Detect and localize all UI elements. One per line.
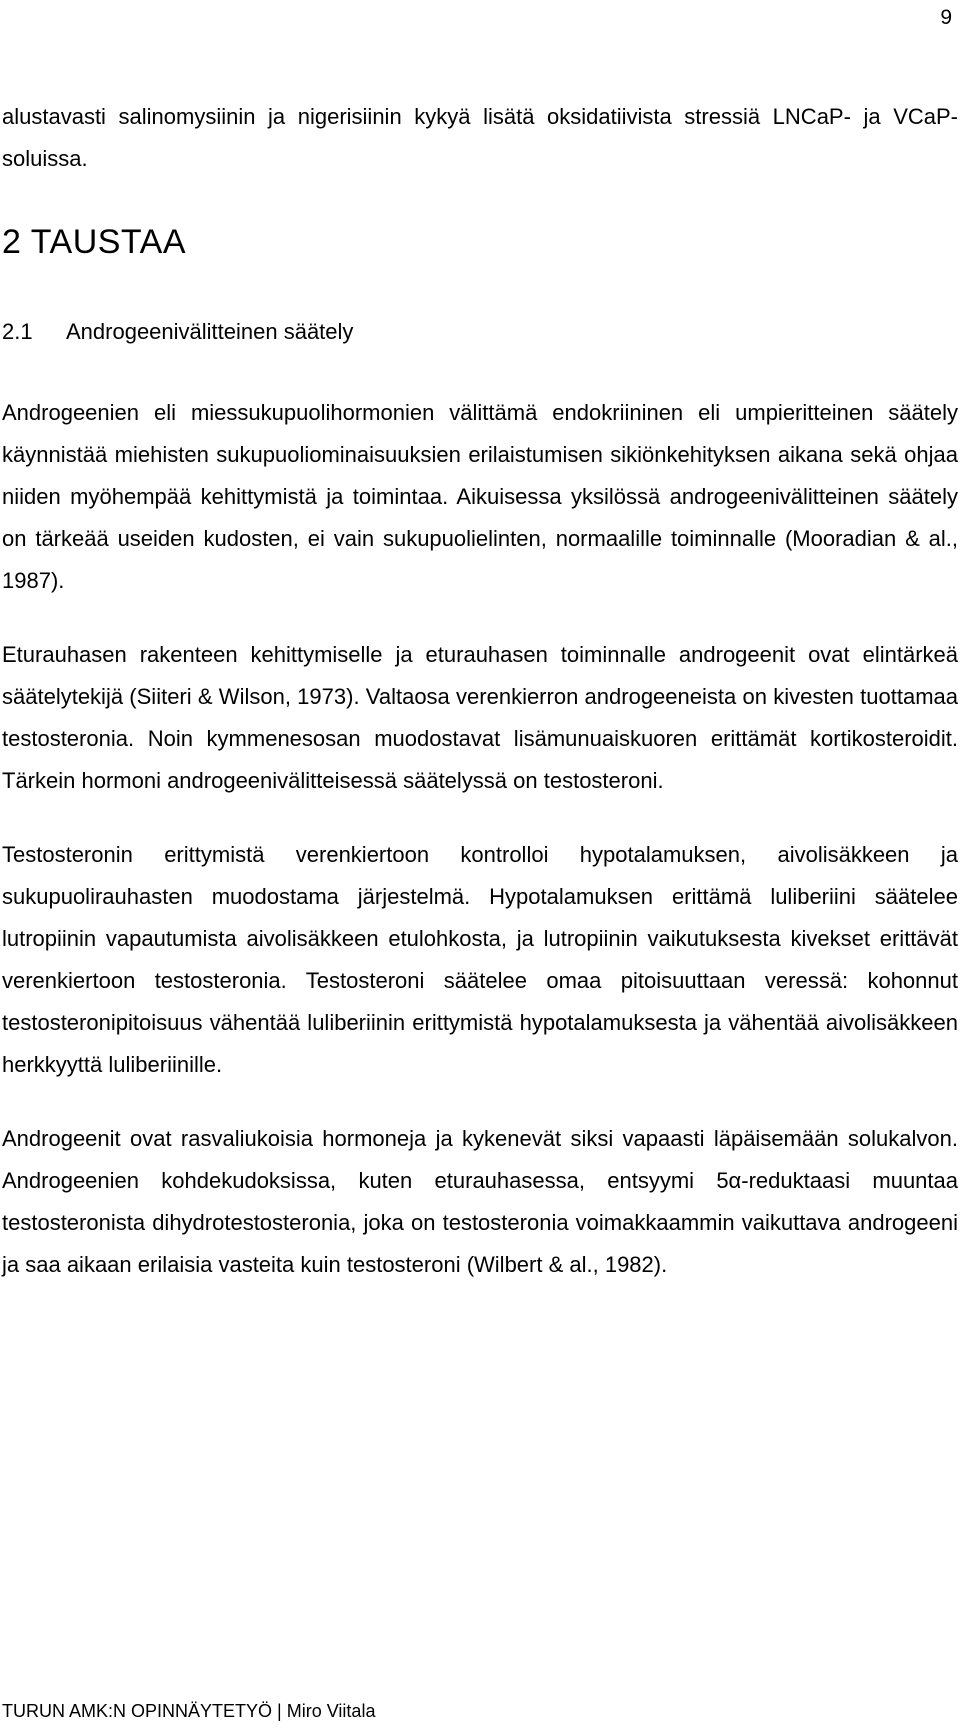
paragraph-3: Testosteronin erittymistä verenkiertoon kontrolloi hypotalamuksen, aivolisäkkeen ja sukupuolirauhasten muodostama järjestelmä. Hypotalamuksen erittämä luliberiini säätelee lutropiinin vapautumista aivolisäkkeen etulohkosta, ja lutropiinin vaikutuksesta kivekset erittävät verenkiertoon testosteronia. Testosteroni säätelee omaa pitoisuuttaan veressä: kohonnut testosteronipitoisuus vähentää luliberiinin erittymistä hypotalamuksesta ja vähentää aivolisäkkeen herkkyyttä luliberiinille. (2, 842, 958, 1077)
section-number: 2.1 (2, 319, 33, 344)
footer-author: Miro Viitala (286, 1701, 376, 1721)
intro-paragraph: alustavasti salinomysiinin ja nigerisiinin kykyä lisätä oksidatiivista stressiä LNCaP- ja VCaP-soluissa. (2, 104, 958, 171)
chapter-title: TAUSTAA (30, 223, 187, 261)
paragraph-4: Androgeenit ovat rasvaliukoisia hormoneja ja kykenevät siksi vapaasti läpäisemään solukalvon. Androgeenien kohdekudoksissa, kuten eturauhasessa, entsyymi 5α-reduktaasi muuntaa testosteronista dihydrotestosteronia, joka on testosteronia voimakkaammin vaikuttava androgeeni ja saa aikaan erilaisia vasteita kuin testosteroni (Wilbert & al., 1982). (2, 1126, 958, 1277)
page-footer (2, 1701, 375, 1722)
section-heading (2, 312, 958, 352)
paragraph-1: Androgeenien eli miessukupuolihormonien välittämä endokriininen eli umpieritteinen säätely käynnistää miehisten sukupuoliominaisuuksien erilaistumisen sikiönkehityksen aikana sekä ohjaa niiden myöhempää kehittymistä ja toimintaa. Aikuisessa yksilössä androgeenivälitteinen säätely on tärkeää useiden kudosten, ei vain sukupuolielinten, normaalille toiminnalle (Mooradian & al., 1987). (2, 400, 958, 593)
paragraph-2: Eturauhasen rakenteen kehittymiselle ja eturauhasen toiminnalle androgeenit ovat elintärkeä säätelytekijä (Siiteri & Wilson, 1973). Valtaosa verenkierron androgeeneista on kivesten tuottamaa testosteronia. Noin kymmenesosan muodostavat lisämunuaiskuoren erittämät kortikosteroidit. Tärkein hormoni androgeenivälitteisessä säätelyssä on testosteroni. (2, 642, 958, 793)
chapter-number: 2 (2, 223, 22, 261)
section-title: Androgeenivälitteinen säätely (66, 319, 354, 344)
footer-institution: TURUN AMK:N OPINNÄYTETYÖ (2, 1701, 273, 1721)
footer-separator: | (277, 1701, 282, 1721)
page-body (2, 96, 958, 1286)
page-number: 9 (940, 6, 952, 29)
chapter-heading (2, 222, 958, 262)
